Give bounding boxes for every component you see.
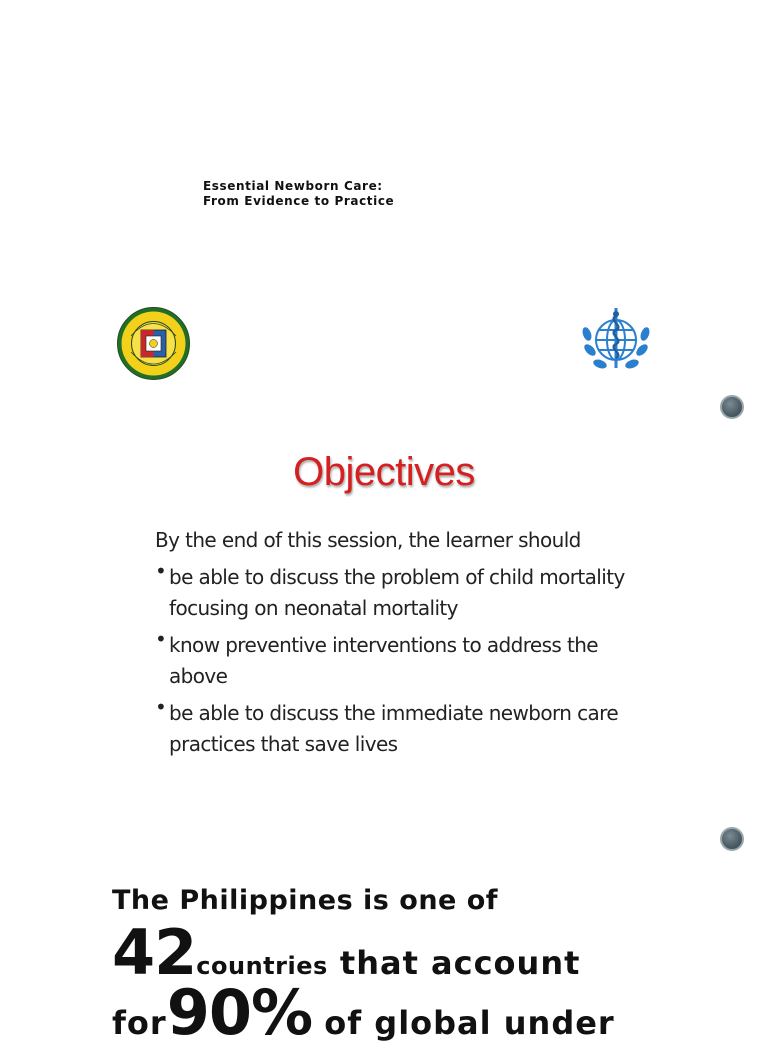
stat-number: 42	[112, 916, 197, 989]
stat-countries-word: countries	[196, 952, 328, 980]
objective-item-text: be able to discuss the immediate newborn care practices that save lives	[169, 701, 619, 756]
slide-title	[203, 179, 394, 209]
stat-tail: of global under	[312, 1004, 615, 1042]
objective-item-text: be able to discuss the problem of child mortality focusing on neonatal mortality	[169, 565, 625, 620]
bullet-icon: •	[155, 627, 167, 651]
objective-item-text: know preventive interventions to address the above	[169, 633, 599, 688]
stat-percent: 90%	[166, 976, 313, 1049]
objectives-intro: By the end of this session, the learner should	[155, 528, 581, 552]
objective-item	[155, 627, 625, 692]
slide-nav-dot-1[interactable]	[720, 395, 744, 419]
stat-rest: that account	[327, 944, 581, 982]
slide-nav-dot-2[interactable]	[720, 827, 744, 851]
who-emblem-logo	[578, 304, 654, 378]
objective-item	[155, 559, 625, 624]
objectives-list	[155, 525, 625, 766]
slide-title-line2: From Evidence to Practice	[203, 194, 395, 208]
stat-line-1: The Philippines is one of	[112, 885, 499, 916]
doh-seal-logo	[115, 306, 192, 381]
objective-item	[155, 695, 625, 760]
stat-line-3	[112, 976, 672, 1049]
bullet-icon: •	[155, 559, 167, 583]
statistic-block	[112, 884, 672, 1049]
slide-title-line1: Essential Newborn Care:	[203, 179, 383, 193]
stat-for: for	[112, 1004, 167, 1042]
bullet-icon: •	[155, 695, 167, 719]
objectives-items	[155, 559, 625, 760]
objectives-heading: Objectives	[293, 450, 475, 494]
